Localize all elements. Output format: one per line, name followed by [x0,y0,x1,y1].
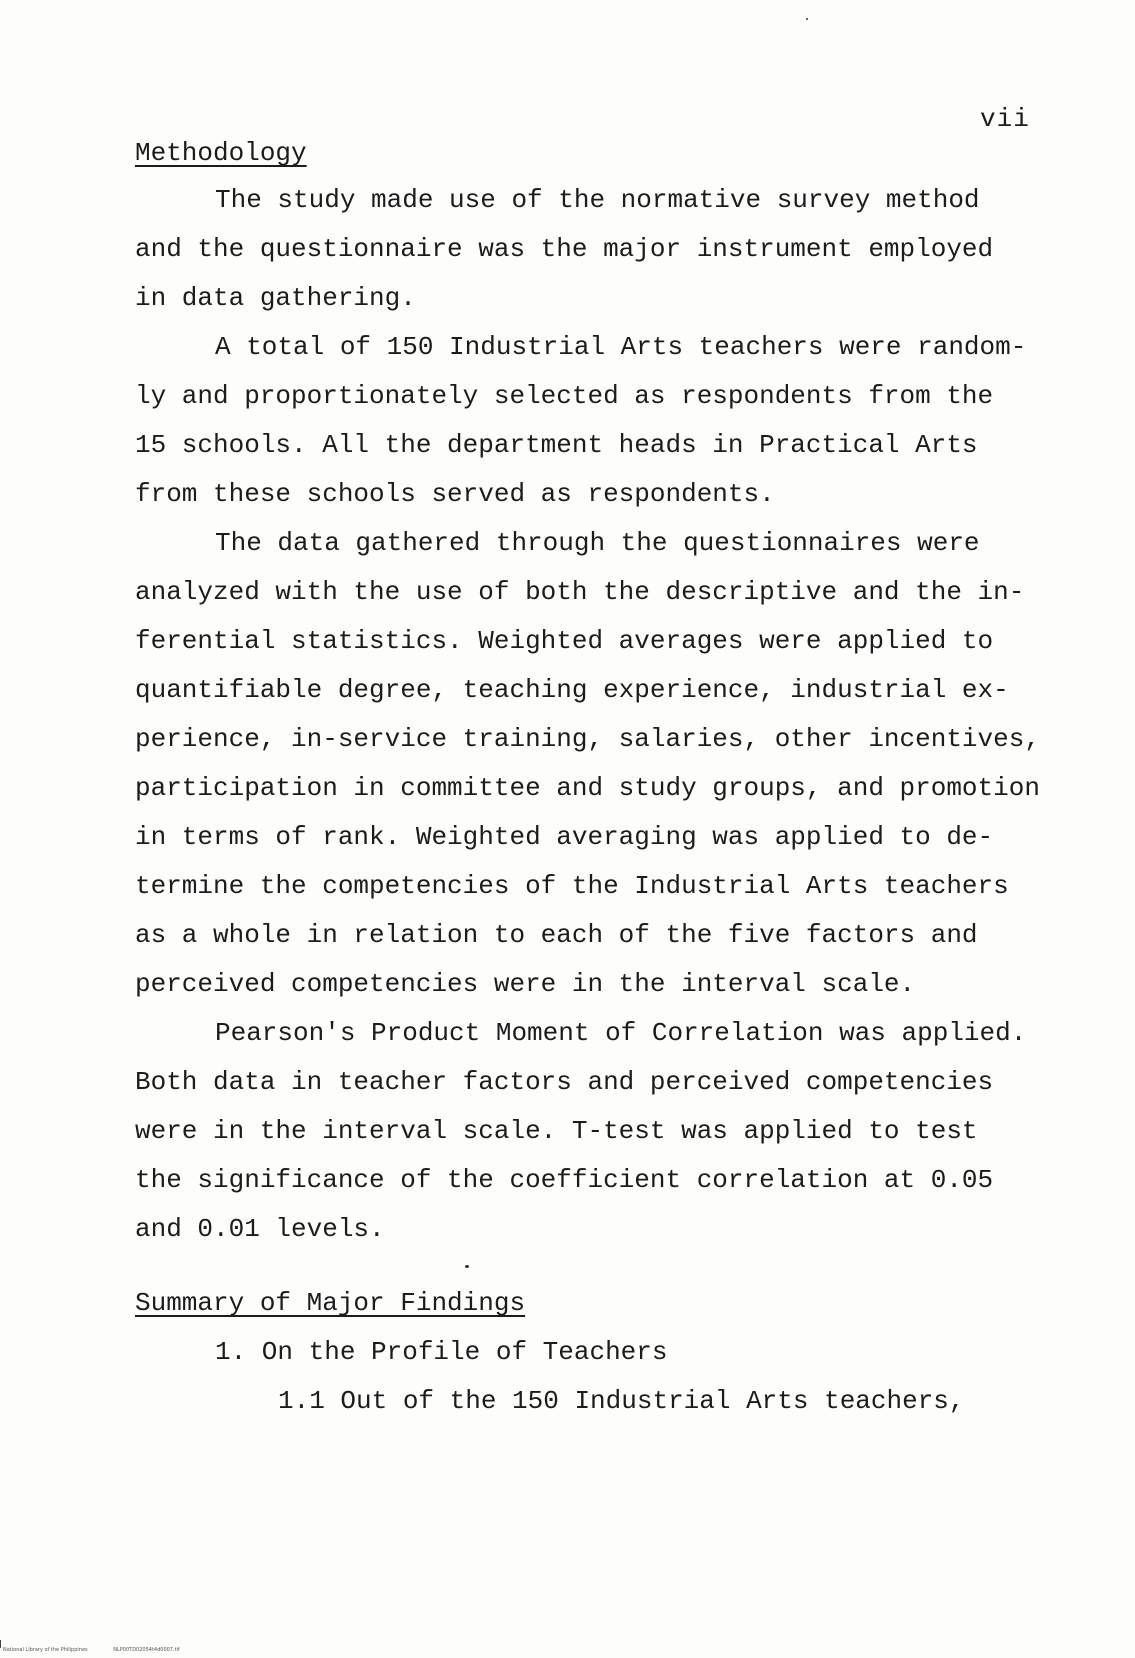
page-number: vii [980,104,1030,134]
text-line: as a whole in relation to each of the five factors and [135,920,978,950]
text-line: analyzed with the use of both the descriptive and the in- [135,577,1025,607]
text-line: 15 schools. All the department heads in Practical Arts [135,430,978,460]
text-line: were in the interval scale. T-test was applied to test [135,1116,978,1146]
text-line: quantifiable degree, teaching experience, industrial ex- [135,675,1009,705]
ink-speck [806,18,808,20]
text-line: perceived competencies were in the interval scale. [135,969,916,999]
text-line: Pearson's Product Moment of Correlation was applied. [215,1018,1027,1048]
findings-item-1: 1. On the Profile of Teachers [215,1337,668,1367]
footer-code: NLP00TD02054t4d0007.tif [113,1647,180,1653]
text-line: perience, in-service training, salaries, other incentives, [135,724,1040,754]
findings-heading: Summary of Major Findings [135,1288,526,1318]
text-line: The data gathered through the questionnaires were [215,528,980,558]
text-line: and the questionnaire was the major instrument employed [135,234,994,264]
text-line: the significance of the coefficient correlation at 0.05 [135,1165,994,1195]
text-line: Both data in teacher factors and perceived competencies [135,1067,994,1097]
text-line: A total of 150 Industrial Arts teachers were random- [215,332,1027,362]
footer-library: National Library of the Philippines [3,1647,88,1653]
text-line: ferential statistics. Weighted averages were applied to [135,626,994,656]
text-line: participation in committee and study groups, and promotion [135,773,1040,803]
text-line: in terms of rank. Weighted averaging was applied to de- [135,822,994,852]
findings-item-1-1: 1.1 Out of the 150 Industrial Arts teachers, [278,1386,965,1416]
text-line: in data gathering. [135,283,416,313]
text-line: The study made use of the normative survey method [215,185,980,215]
scan-edge-mark [0,1640,1,1648]
ink-speck [465,1265,469,1268]
text-line: from these schools served as respondents. [135,479,775,509]
text-line: and 0.01 levels. [135,1214,385,1244]
scan-footer [3,1647,204,1653]
methodology-heading: Methodology [135,138,307,168]
text-line: ly and proportionately selected as respondents from the [135,381,994,411]
text-line: termine the competencies of the Industrial Arts teachers [135,871,1009,901]
